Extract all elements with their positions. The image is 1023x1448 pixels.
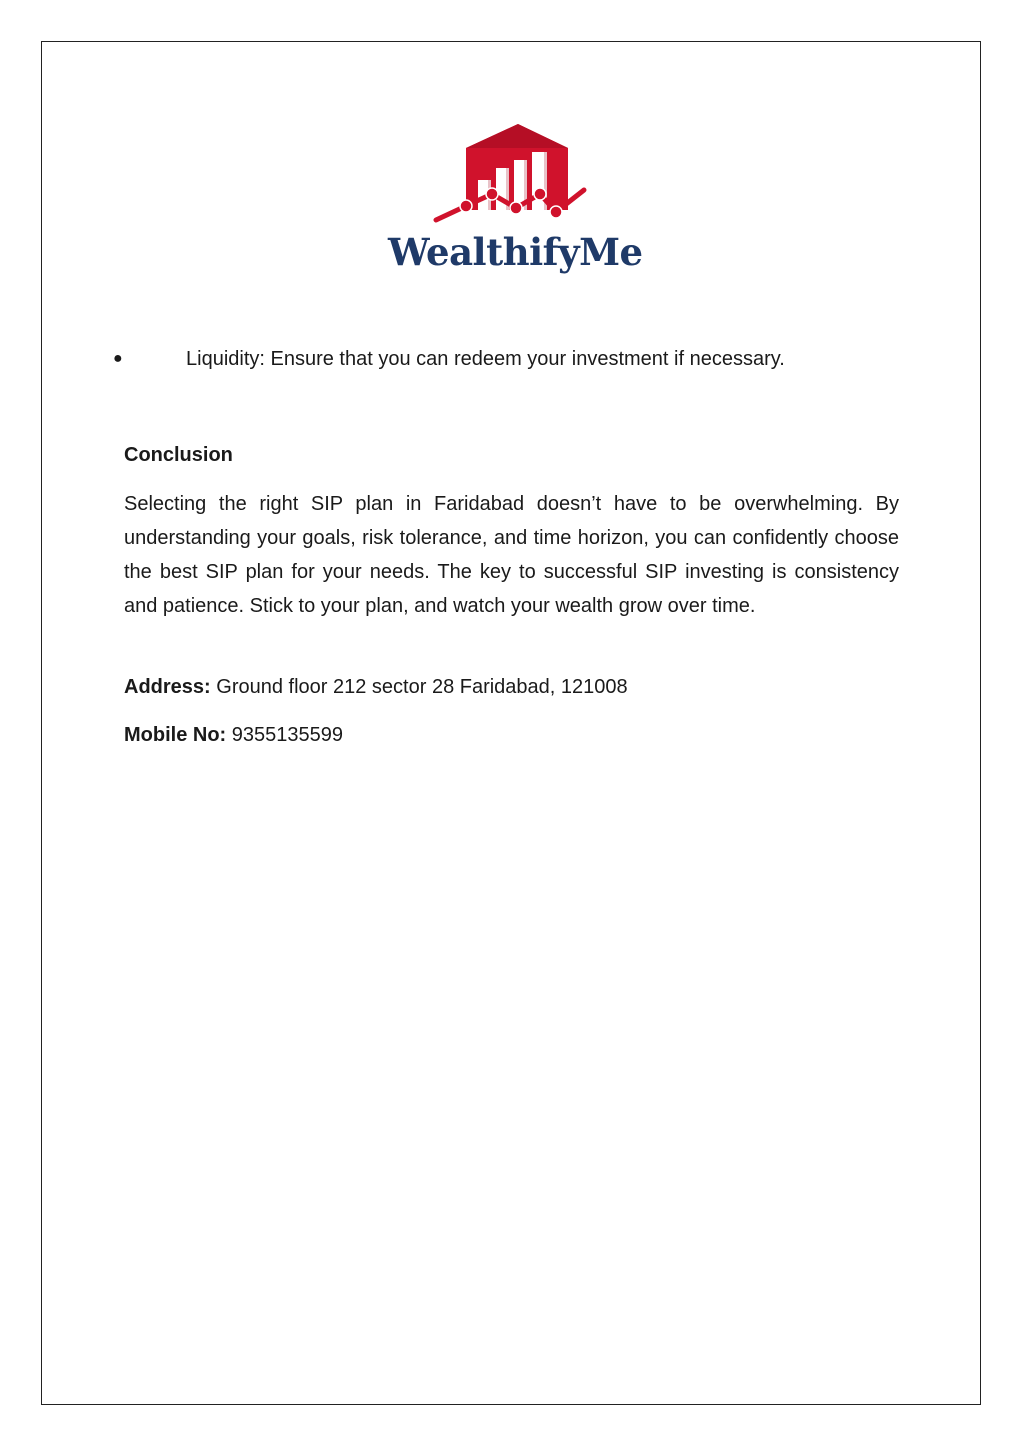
conclusion-paragraph: Selecting the right SIP plan in Faridabad doesn’t have to be overwhelming. By understanding your goals, risk tolerance, and time horizon, you can confidently choose the best SIP plan for your needs. The key to successful SIP investing is consistency and patience. Stick to your plan, and watch your wealth grow over time. [124,493,899,617]
mobile-value: 9355135599 [231,724,344,746]
conclusion-heading: Conclusion [124,444,233,466]
company-logo [388,120,643,285]
logo-wordmark: WealthifyMe [388,230,643,274]
address-value: Ground floor 212 sector 28 Faridabad, 121008 [216,676,628,698]
logo-house-chart-icon [388,120,638,230]
mobile-line [124,720,343,750]
address-line [124,672,628,702]
bullet-marker: ● [113,350,123,367]
address-label: Address: [124,676,211,698]
mobile-label: Mobile No: [124,724,227,746]
bullet-text-liquidity: Liquidity: Ensure that you can redeem your investment if necessary. [186,348,785,370]
